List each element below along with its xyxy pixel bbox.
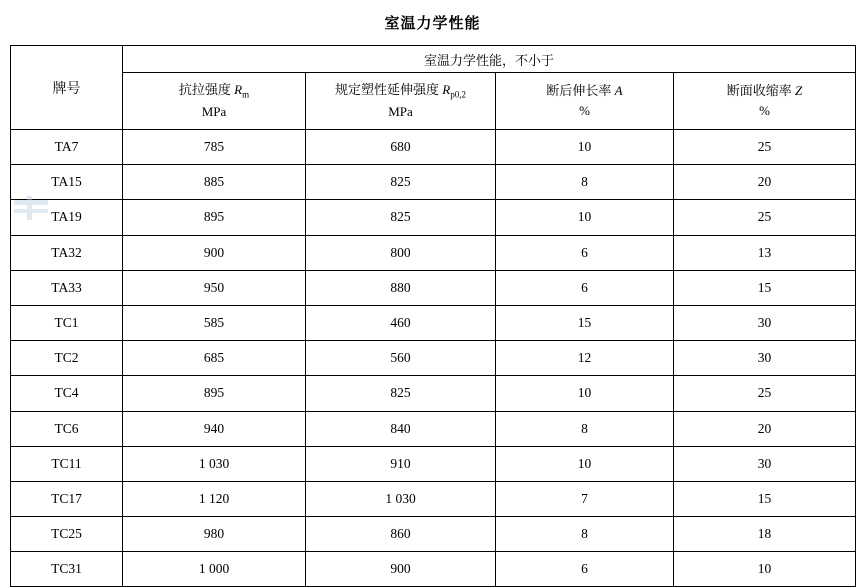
table-row: [11, 517, 856, 552]
cell-tensile-strength: 895: [123, 376, 306, 411]
header-row-group: [11, 46, 856, 73]
cell-proof-strength: 825: [306, 165, 496, 200]
cell-tensile-strength: 980: [123, 517, 306, 552]
table-row: [11, 200, 856, 235]
cell-elongation: 7: [496, 481, 674, 516]
cell-brand: TC31: [11, 552, 123, 587]
cell-tensile-strength: 950: [123, 270, 306, 305]
table-row: [11, 305, 856, 340]
cell-proof-strength: 1 030: [306, 481, 496, 516]
cell-elongation: 6: [496, 235, 674, 270]
table-row: [11, 446, 856, 481]
cell-tensile-strength: 585: [123, 305, 306, 340]
header-elongation-symbol: A: [614, 82, 623, 98]
table-head: [11, 46, 856, 130]
cell-reduction-of-area: 13: [674, 235, 856, 270]
header-tensile-strength-subscript: m: [242, 89, 250, 100]
page-title: 室温力学性能: [384, 15, 481, 32]
cell-proof-strength: 910: [306, 446, 496, 481]
cell-brand: TA7: [11, 130, 123, 165]
cell-tensile-strength: 940: [123, 411, 306, 446]
header-tensile-strength-text: 抗拉强度: [178, 81, 235, 97]
table-row: [11, 552, 856, 587]
cell-elongation: 6: [496, 270, 674, 305]
table-container: [0, 45, 865, 587]
cell-brand: TC1: [11, 305, 123, 340]
cell-proof-strength: 800: [306, 235, 496, 270]
cell-elongation: 10: [496, 130, 674, 165]
cell-reduction-of-area: 18: [674, 517, 856, 552]
table-row: [11, 411, 856, 446]
cell-tensile-strength: 1 000: [123, 552, 306, 587]
header-brand: 牌号: [11, 46, 123, 130]
cell-reduction-of-area: 15: [674, 481, 856, 516]
cell-brand: TC25: [11, 517, 123, 552]
cell-tensile-strength: 1 120: [123, 481, 306, 516]
cell-tensile-strength: 685: [123, 341, 306, 376]
cell-tensile-strength: 1 030: [123, 446, 306, 481]
table-row: [11, 481, 856, 516]
header-reduction-of-area-symbol: Z: [795, 82, 803, 98]
table-row: [11, 270, 856, 305]
header-proof-strength-unit: MPa: [388, 104, 413, 120]
mechanical-properties-table: [10, 45, 856, 587]
cell-reduction-of-area: 20: [674, 411, 856, 446]
table-row: [11, 165, 856, 200]
header-proof-strength-symbol: R: [442, 81, 451, 97]
header-tensile-strength-symbol: R: [234, 81, 243, 97]
cell-elongation: 10: [496, 446, 674, 481]
cell-reduction-of-area: 20: [674, 165, 856, 200]
header-proof-strength-subscript: p0,2: [450, 89, 466, 100]
header-elongation-text: 断后伸长率: [546, 82, 615, 98]
header-reduction-of-area: [674, 73, 856, 130]
header-tensile-strength: [123, 73, 306, 130]
cell-brand: TC11: [11, 446, 123, 481]
cell-proof-strength: 880: [306, 270, 496, 305]
cell-reduction-of-area: 30: [674, 305, 856, 340]
header-elongation: [496, 73, 674, 130]
table-body: [11, 130, 856, 587]
header-reduction-of-area-text: 断面收缩率: [726, 82, 796, 98]
cell-proof-strength: 840: [306, 411, 496, 446]
cell-proof-strength: 825: [306, 200, 496, 235]
header-proof-strength-text: 规定塑性延伸强度: [335, 81, 443, 97]
cell-reduction-of-area: 25: [674, 130, 856, 165]
header-row-columns: [11, 73, 856, 130]
header-group: 室温力学性能，不小于: [123, 46, 856, 73]
cell-elongation: 15: [496, 305, 674, 340]
cell-proof-strength: 560: [306, 341, 496, 376]
cell-reduction-of-area: 25: [674, 200, 856, 235]
cell-proof-strength: 825: [306, 376, 496, 411]
table-row: [11, 376, 856, 411]
cell-brand: TA33: [11, 270, 123, 305]
cell-tensile-strength: 885: [123, 165, 306, 200]
cell-proof-strength: 680: [306, 130, 496, 165]
cell-elongation: 12: [496, 341, 674, 376]
cell-proof-strength: 900: [306, 552, 496, 587]
table-row: [11, 130, 856, 165]
cell-brand: TC2: [11, 341, 123, 376]
cell-brand: TC17: [11, 481, 123, 516]
cell-proof-strength: 460: [306, 305, 496, 340]
header-reduction-of-area-unit: %: [759, 103, 770, 118]
cell-brand: TC6: [11, 411, 123, 446]
cell-elongation: 10: [496, 376, 674, 411]
header-elongation-unit: %: [579, 103, 590, 118]
cell-brand: TA19: [11, 200, 123, 235]
cell-tensile-strength: 895: [123, 200, 306, 235]
cell-reduction-of-area: 30: [674, 446, 856, 481]
cell-elongation: 6: [496, 552, 674, 587]
cell-brand: TA15: [11, 165, 123, 200]
cell-reduction-of-area: 15: [674, 270, 856, 305]
table-row: [11, 341, 856, 376]
cell-proof-strength: 860: [306, 517, 496, 552]
cell-brand: TC4: [11, 376, 123, 411]
cell-reduction-of-area: 10: [674, 552, 856, 587]
cell-reduction-of-area: 25: [674, 376, 856, 411]
cell-elongation: 8: [496, 411, 674, 446]
cell-elongation: 8: [496, 517, 674, 552]
cell-elongation: 10: [496, 200, 674, 235]
cell-reduction-of-area: 30: [674, 341, 856, 376]
header-tensile-strength-unit: MPa: [201, 104, 227, 120]
cell-tensile-strength: 785: [123, 130, 306, 165]
cell-tensile-strength: 900: [123, 235, 306, 270]
cell-brand: TA32: [11, 235, 123, 270]
cell-elongation: 8: [496, 165, 674, 200]
table-row: [11, 235, 856, 270]
header-proof-strength: [306, 73, 496, 130]
